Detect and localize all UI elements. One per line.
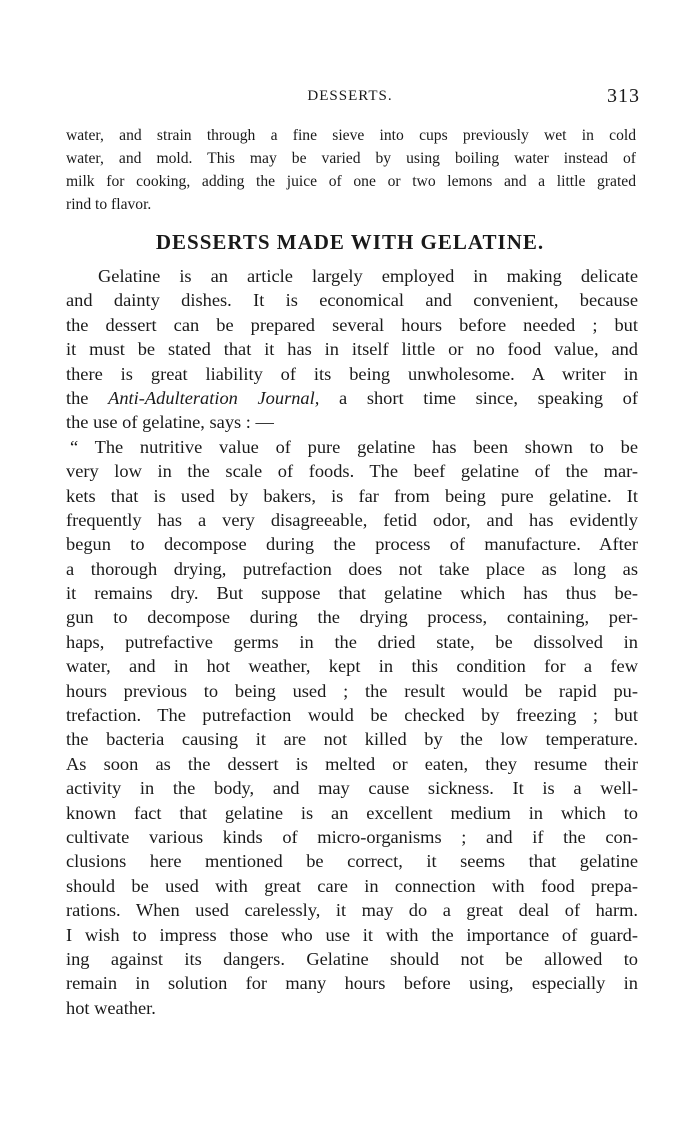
text-line: the bacteria causing it are not killed by the low temperature. (66, 729, 638, 750)
journal-title: Anti-Adulteration Journal, (108, 387, 320, 408)
text-line: ing against its dangers. Gelatine should not be allowed to (66, 948, 638, 969)
text-line-journal (66, 386, 638, 410)
text-line: begun to decompose during the process of manufacture. After (66, 534, 638, 555)
text-line: water, and mold. This may be varied by using boiling water instead of (66, 150, 636, 167)
text-line: cultivate various kinds of micro-organisms ; and if the con- (66, 826, 638, 847)
text-line: frequently has a very disagreeable, fetid odor, and has evidently (66, 509, 638, 530)
text-line: should be used with great care in connection with food prepa- (66, 875, 638, 896)
text-line: hours previous to being used ; the result would be rapid pu- (66, 680, 638, 701)
text-line: hot weather. (66, 997, 156, 1018)
text-line: “ The nutritive value of pure gelatine has been shown to be (70, 436, 638, 457)
text-line: it remains dry. But suppose that gelatine which has thus be- (66, 583, 638, 604)
text-line: very low in the scale of foods. The beef gelatine of the mar- (66, 461, 638, 482)
text-line: known fact that gelatine is an excellent medium in which to (66, 802, 638, 823)
text-line: milk for cooking, adding the juice of one or two lemons and a little grated (66, 173, 636, 190)
text-line: I wish to impress those who use it with the importance of guard- (66, 924, 638, 945)
text-line: a thorough drying, putrefaction does not take place as long as (66, 558, 638, 579)
running-title: DESSERTS. (307, 88, 393, 104)
intro-paragraph (66, 124, 636, 216)
text-line: water, and in hot weather, kept in this condition for a few (66, 656, 638, 677)
section-title: DESSERTS MADE WITH GELATINE. (155, 230, 545, 254)
text-line: rind to flavor. (66, 196, 152, 213)
text-line: remain in solution for many hours before using, especially in (66, 973, 638, 994)
text-line: clusions here mentioned be correct, it seems that gelatine (66, 851, 638, 872)
text-line: water, and strain through a fine sieve into cups previously wet in cold (66, 127, 636, 144)
text-line: the use of gelatine, says : — (66, 412, 274, 433)
text-line: gun to decompose during the drying process, containing, per- (66, 607, 638, 628)
page-number: 313 (607, 85, 640, 107)
text-line: trefaction. The putrefaction would be checked by freezing ; but (66, 705, 638, 726)
text-line: rations. When used carelessly, it may do a great deal of harm. (66, 900, 638, 921)
text-line: Gelatine is an article largely employed in making delicate (98, 266, 638, 286)
text-line: kets that is used by bakers, is far from being pure gelatine. It (66, 485, 638, 506)
text-line: and dainty dishes. It is economical and convenient, because (66, 290, 638, 311)
text-line: there is great liability of its being unwholesome. A writer in (66, 363, 638, 384)
text-fragment: a short time since, speaking of (319, 387, 638, 408)
body-text (66, 264, 638, 1020)
text-line: haps, putrefactive germs in the dried state, be dissolved in (66, 631, 638, 652)
text-line: it must be stated that it has in itself little or no food value, and (66, 339, 638, 360)
text-fragment: the (66, 387, 109, 408)
text-line: the dessert can be prepared several hours before needed ; but (66, 314, 638, 335)
text-line: activity in the body, and may cause sickness. It is a well- (66, 778, 638, 799)
running-head (0, 85, 700, 110)
text-line: As soon as the dessert is melted or eaten, they resume their (66, 753, 638, 774)
